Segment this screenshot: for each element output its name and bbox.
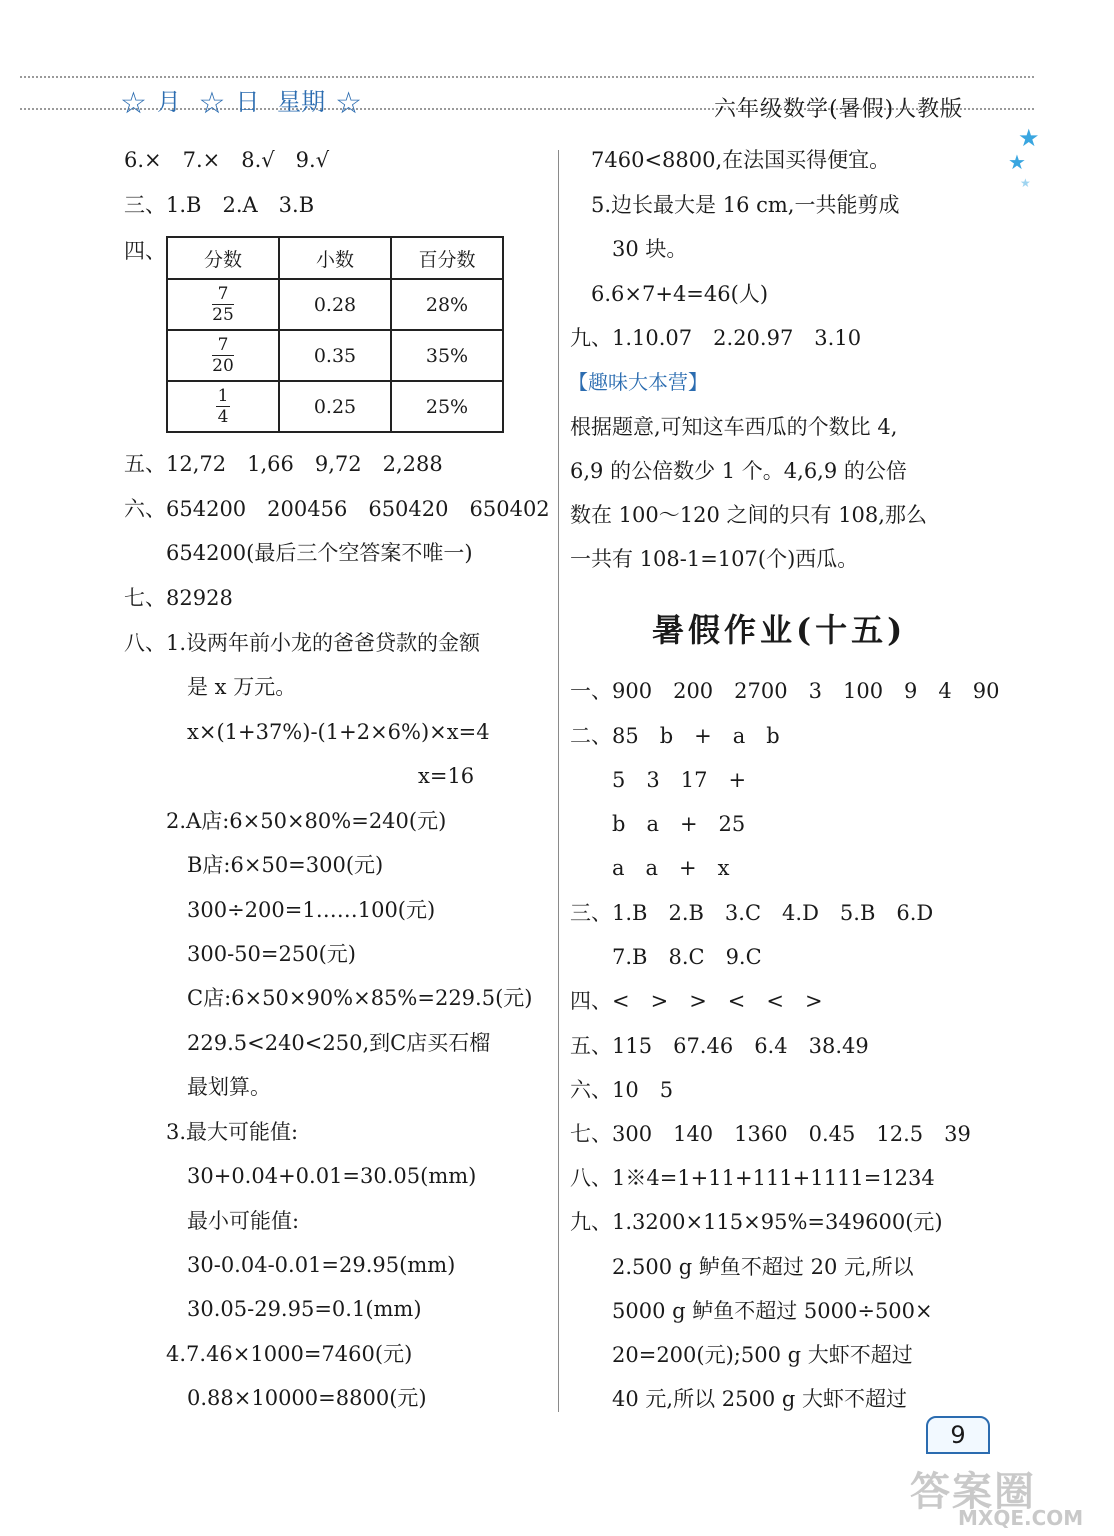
answer-line: 八、1.设两年前小龙的爸爸贷款的金额 bbox=[124, 631, 481, 655]
header-dotted-line-top bbox=[20, 76, 1034, 78]
star-outline-icon: ☆ bbox=[198, 86, 226, 121]
table-row bbox=[167, 279, 503, 330]
answer-line: x×(1+37%)-(1+2×6%)×x=4 bbox=[124, 720, 490, 744]
answer-line: b a + 25 bbox=[570, 812, 746, 836]
decimal-cell: 0.25 bbox=[279, 381, 391, 432]
answer-line: 6.6×7+4=46(人) bbox=[570, 282, 769, 306]
star-outline-icon: ☆ bbox=[120, 86, 147, 121]
answer-line: 一共有 108-1=107(个)西瓜。 bbox=[570, 547, 859, 571]
answer-line: 三、1.B 2.A 3.B bbox=[124, 193, 315, 217]
date-field bbox=[120, 82, 372, 121]
answer-line: 最划算。 bbox=[124, 1075, 271, 1099]
answer-line: x=16 bbox=[124, 764, 475, 788]
watermark-url: MXQE.COM bbox=[958, 1506, 1084, 1530]
answer-line: 229.5<240<250,到C店买石榴 bbox=[124, 1031, 491, 1055]
weekday-label: 星期 bbox=[277, 88, 326, 116]
answer-line: 二、85 b + a b bbox=[570, 724, 780, 748]
fraction-table bbox=[166, 236, 504, 433]
percent-cell: 25% bbox=[391, 381, 503, 432]
table-header-decimal: 小数 bbox=[279, 237, 391, 279]
answer-line: 四、 bbox=[124, 239, 166, 263]
column-divider bbox=[558, 150, 559, 1412]
answer-line: 是 x 万元。 bbox=[124, 675, 297, 699]
answer-line: 30.05-29.95=0.1(mm) bbox=[124, 1297, 422, 1321]
answer-line: 5 3 17 + bbox=[570, 768, 747, 792]
decimal-cell: 0.35 bbox=[279, 330, 391, 381]
percent-cell: 28% bbox=[391, 279, 503, 330]
answer-line: 6,9 的公倍数少 1 个。4,6,9 的公倍 bbox=[570, 459, 907, 483]
fun-camp-tag: 【趣味大本营】 bbox=[568, 370, 708, 394]
answer-line: 五、12,72 1,66 9,72 2,288 bbox=[124, 452, 443, 476]
answer-line: 300-50=250(元) bbox=[124, 942, 356, 966]
answer-line: 数在 100～120 之间的只有 108,那么 bbox=[570, 503, 927, 527]
answer-line: C店:6×50×90%×85%=229.5(元) bbox=[124, 986, 533, 1010]
answer-line: 6.× 7.× 8.√ 9.√ bbox=[124, 148, 330, 172]
fraction: $\frac{7}{20}$ bbox=[212, 335, 234, 376]
answer-line: 2.A店:6×50×80%=240(元) bbox=[124, 809, 447, 833]
answer-line: 2.500 g 鲈鱼不超过 20 元,所以 bbox=[570, 1255, 914, 1279]
answer-line: 30-0.04-0.01=29.95(mm) bbox=[124, 1253, 456, 1277]
decimal-cell: 0.28 bbox=[279, 279, 391, 330]
book-title: 六年级数学(暑假)人教版 bbox=[714, 97, 964, 122]
answer-line: 3.最大可能值: bbox=[124, 1120, 299, 1144]
answer-line: 一、900 200 2700 3 100 9 4 90 bbox=[570, 679, 1000, 703]
answer-line: 20=200(元);500 g 大虾不超过 bbox=[570, 1343, 913, 1367]
answer-line: 最小可能值: bbox=[124, 1209, 300, 1233]
month-label: 月 bbox=[156, 88, 181, 116]
answer-line: 六、654200 200456 650420 650402 bbox=[124, 497, 550, 521]
answer-line: 九、1.3200×115×95%=349600(元) bbox=[570, 1210, 943, 1234]
table-row bbox=[167, 381, 503, 432]
star-icon: ★ bbox=[1020, 176, 1031, 190]
watermark-logo: 答案圈 bbox=[910, 1469, 1036, 1515]
star-icon: ★ bbox=[1008, 150, 1026, 174]
table-row bbox=[167, 330, 503, 381]
answer-line: 0.88×10000=8800(元) bbox=[124, 1386, 427, 1410]
answer-line: 七、300 140 1360 0.45 12.5 39 bbox=[570, 1122, 971, 1146]
section-heading: 暑假作业(十五) bbox=[652, 611, 907, 649]
answer-line: 30+0.04+0.01=30.05(mm) bbox=[124, 1164, 477, 1188]
answer-line: 30 块。 bbox=[570, 237, 688, 261]
answer-line: 40 元,所以 2500 g 大虾不超过 bbox=[570, 1387, 907, 1411]
percent-cell: 35% bbox=[391, 330, 503, 381]
answer-line: 根据题意,可知这车西瓜的个数比 4, bbox=[570, 415, 898, 439]
answer-line: 5000 g 鲈鱼不超过 5000÷500× bbox=[570, 1299, 933, 1323]
fraction: $\frac{7}{25}$ bbox=[212, 284, 234, 325]
fraction: $\frac{1}{4}$ bbox=[217, 386, 229, 427]
day-label: 日 bbox=[235, 88, 260, 116]
star-outline-icon: ☆ bbox=[335, 86, 362, 121]
answer-line: 九、1.10.07 2.20.97 3.10 bbox=[570, 326, 862, 350]
answer-line: 七、82928 bbox=[124, 586, 233, 610]
answer-line: 7460<8800,在法国买得便宜。 bbox=[570, 148, 891, 172]
answer-line: 八、1※4=1+11+111+1111=1234 bbox=[570, 1166, 935, 1190]
answer-line: 5.边长最大是 16 cm,一共能剪成 bbox=[570, 193, 900, 217]
page-number: 9 bbox=[926, 1416, 990, 1454]
answer-line: 7.B 8.C 9.C bbox=[570, 945, 762, 969]
table-header-percent: 百分数 bbox=[391, 237, 503, 279]
star-icon: ★ bbox=[1018, 124, 1040, 152]
answer-line: B店:6×50=300(元) bbox=[124, 853, 384, 877]
answer-line: 六、10 5 bbox=[570, 1078, 674, 1102]
answer-line: 四、< > > < < > bbox=[570, 989, 823, 1013]
answer-line: 五、115 67.46 6.4 38.49 bbox=[570, 1034, 869, 1058]
answer-line: 654200(最后三个空答案不唯一) bbox=[124, 541, 473, 565]
answer-line: a a + x bbox=[570, 856, 730, 880]
answer-line: 三、1.B 2.B 3.C 4.D 5.B 6.D bbox=[570, 901, 934, 925]
answer-line: 300÷200=1……100(元) bbox=[124, 898, 436, 922]
answer-line: 4.7.46×1000=7460(元) bbox=[124, 1342, 413, 1366]
table-header-fraction: 分数 bbox=[167, 237, 279, 279]
